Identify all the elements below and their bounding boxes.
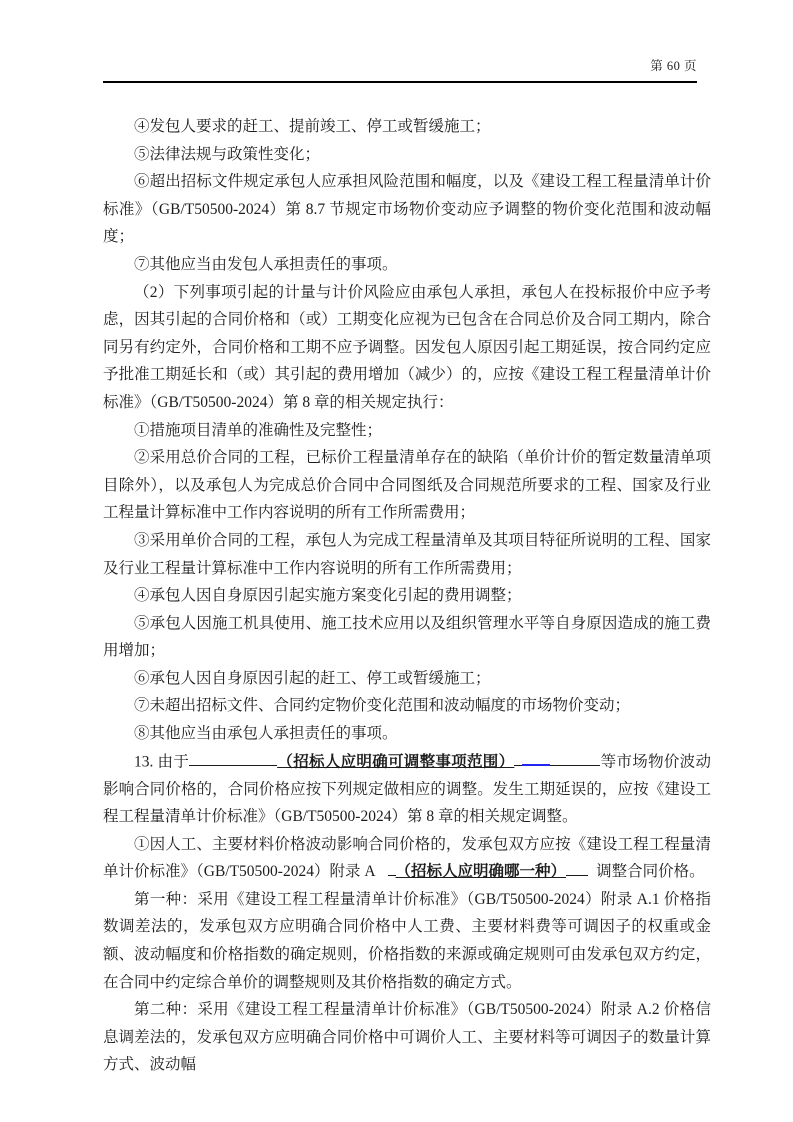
paragraph bbox=[103, 582, 711, 610]
text-run: ⑦其他应当由发包人承担责任的事项。 bbox=[134, 255, 398, 273]
blank-fill-line bbox=[388, 859, 396, 876]
paragraph bbox=[103, 168, 711, 251]
paragraph bbox=[103, 527, 711, 582]
blank-fill-line-blue bbox=[522, 748, 550, 766]
text-run: ⑤承包人因施工机具使用、施工技术应用以及组织管理水平等自身原因造成的施工费用增加； bbox=[103, 614, 711, 660]
text-run: ①因人工、主要材料价格波动影响合同价格的，发承包双方应按《建设工程工程量清单计价标准》（GB/T50500-2024）附录 A bbox=[103, 835, 711, 881]
text-run: ⑥超出招标文件规定承包人应承担风险范围和幅度，以及《建设工程工程量清单计价标准》（GB/T50500-2024）第 8.7 节规定市场物价变动应予调整的物价变化范围和波动幅度； bbox=[103, 173, 711, 246]
paragraph bbox=[103, 831, 711, 886]
paragraph bbox=[103, 748, 711, 831]
text-run: ③采用单价合同的工程，承包人为完成工程量清单及其项目特征所说明的工程、国家及行业工程量计算标准中工作内容说明的所有工作所需费用； bbox=[103, 531, 711, 577]
text-run: 第一种：采用《建设工程工程量清单计价标准》（GB/T50500-2024）附录 A.1 价格指数调差法的，发承包双方应明确合同价格中人工费、主要材料费等可调因子的权重或金额、波动幅度和价格指数的确定规则，价格指数的来源或确定规则可由发承包双方约定，在合同中约定综合单价的调整规则及其价格指数的确定方式。 bbox=[103, 890, 711, 991]
blank-fill-line bbox=[566, 859, 588, 876]
paragraph bbox=[103, 251, 711, 279]
bold-underlined-run: （招标人应明确哪一种） bbox=[395, 863, 567, 881]
paragraph bbox=[103, 417, 711, 445]
text-run: ④发包人要求的赶工、提前竣工、停工或暂缓施工； bbox=[134, 118, 491, 135]
paragraph bbox=[103, 886, 711, 996]
bold-underlined-run: （招标人应明确可调整事项范围） bbox=[277, 752, 515, 770]
blank-fill-line bbox=[550, 749, 600, 766]
paragraph bbox=[103, 279, 711, 417]
paragraph bbox=[103, 665, 711, 693]
text-run: ②采用总价合同的工程，已标价工程量清单存在的缺陷（单价计价的暂定数量清单项目除外），以及承包人为完成总价合同中合同图纸及合同规范所要求的工程、国家及行业工程量计算标准中工作内容说明的所有工作所需费用； bbox=[103, 449, 711, 522]
blank-fill-line bbox=[189, 749, 277, 766]
paragraph bbox=[103, 610, 711, 665]
text-run: （2）下列事项引起的计量与计价风险应由承包人承担，承包人在投标报价中应予考虑，因其引起的合同价格和（或）工期变化应视为已包含在合同总价及合同工期内，除合同另有约定外，合同价格和工期不应予调整。因发包人原因引起工期延误，按合同约定应予批准工期延长和（或）其引起的费用增加（减少）的，应按《建设工程工程量清单计价标准》（GB/T50500-2024）第 8 章的相关规定执行： bbox=[103, 283, 711, 411]
paragraph bbox=[103, 444, 711, 527]
text-run: 第二种：采用《建设工程工程量清单计价标准》（GB/T50500-2024）附录 A.2 价格信息调差法的，发承包双方应明确合同价格中可调价人工、主要材料等可调因子的数量计算方式、波动幅 bbox=[103, 1001, 711, 1074]
text-run: 13. 由于 bbox=[134, 752, 190, 770]
spacer bbox=[588, 861, 596, 877]
text-run: ⑥承包人因自身原因引起的赶工、停工或暂缓施工； bbox=[134, 669, 491, 687]
paragraph bbox=[103, 692, 711, 720]
text-run: ④承包人因自身原因引起实施方案变化引起的费用调整； bbox=[134, 587, 522, 605]
paragraph bbox=[103, 996, 711, 1079]
paragraph bbox=[103, 141, 711, 169]
paragraph bbox=[103, 113, 711, 141]
text-run: 等市场物价波动影响合同价格的，合同价格应按下列规定做相应的调整。发生工期延误的，应按《建设工程工程量清单计价标准》（GB/T50500-2024）第 8 章的相关规定调整。 bbox=[103, 752, 711, 826]
page-number: 第 60 页 bbox=[650, 59, 697, 73]
spacer bbox=[376, 861, 388, 877]
text-run: ①措施项目清单的准确性及完整性； bbox=[134, 421, 383, 439]
text-run: ⑤法律法规与政策性变化； bbox=[134, 145, 321, 163]
text-run: ⑧其他应当由承包人承担责任的事项。 bbox=[134, 725, 398, 743]
document-body bbox=[103, 113, 711, 1079]
text-run: ⑦未超出招标文件、合同约定物价变化范围和波动幅度的市场物价变动； bbox=[134, 697, 631, 715]
page-header bbox=[103, 56, 697, 83]
text-run: 调整合同价格。 bbox=[596, 863, 705, 881]
blank-fill-line bbox=[514, 749, 522, 766]
paragraph bbox=[103, 720, 711, 748]
